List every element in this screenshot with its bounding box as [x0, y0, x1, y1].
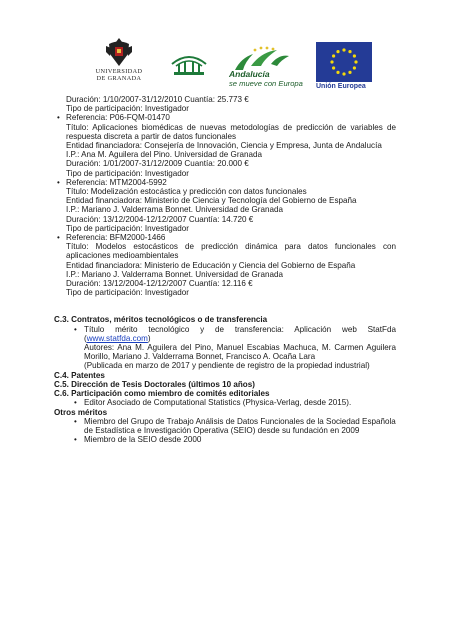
andalucia-leaf-icon: [231, 44, 293, 74]
section-otros-heading: Otros méritos: [54, 407, 108, 417]
project-ip: I.P.: Mariano J. Valderrama Bonnet. Universidad de Granada: [66, 269, 284, 279]
project-ref: • Referencia: MTM2004-5992: [54, 178, 396, 187]
project-ip: I.P.: Ana M. Aguilera del Pino. Universidad de Granada: [66, 150, 263, 160]
project-duracion: Duración: 13/12/2004-12/12/2007 Cuantía: 12.116 €: [66, 279, 253, 289]
ugr-logo: [94, 36, 144, 82]
project-duracion: Duración: 1/01/2007-31/12/2009 Cuantía: 20.000 €: [66, 159, 249, 169]
andalucia-europa-logo: [229, 44, 303, 88]
c3-nota: (Publicada en marzo de 2017 y pendiente de registro de la propiedad industrial): [84, 361, 370, 371]
section-c6-heading: C.6. Participación como miembro de comités editoriales: [54, 389, 270, 399]
project-ref: • Referencia: BFM2000-1466: [54, 233, 396, 242]
project-tipo: Tipo de participación: Investigador: [66, 288, 189, 298]
statfda-link[interactable]: www.statfda.com: [86, 333, 148, 343]
section-c5-heading: C.5. Dirección de Tesis Doctorales (últimos 10 años): [54, 379, 255, 389]
prev-duracion: Duración: 1/10/2007-31/12/2010 Cuantía: 25.773 €: [66, 95, 249, 104]
project-tipo: Tipo de participación: Investigador: [66, 223, 189, 233]
c3-item-title: Título mérito tecnológico y de transferencia: Aplicación web StatFda (: [84, 324, 396, 343]
project-titulo: Título: Modelos estocásticos de predicción dinámica para datos funcionales con aplicaciones medioambientales: [66, 242, 396, 261]
project-entidad: Entidad financiadora: Ministerio de Educación y Ciencia del Gobierno de España: [66, 260, 356, 270]
project-duracion: Duración: 13/12/2004-12/12/2007 Cuantía: 14.720 €: [66, 214, 254, 224]
project-ref: • Referencia: P06-FQM-01470: [54, 113, 396, 122]
section-c3-heading: C.3. Contratos, méritos tecnológicos o de transferencia: [54, 315, 268, 325]
junta-emblem-icon: [168, 50, 210, 78]
header-logos: [0, 36, 450, 96]
project-titulo: Título: Aplicaciones biomédicas de nuevas metodologías de predicción de variables de respuesta discreta a partir de datos funcionales: [66, 122, 396, 141]
project-entry: [54, 113, 396, 177]
project-ip: I.P.: Mariano J. Valderrama Bonnet. Universidad de Granada: [66, 205, 284, 215]
junta-andalucia-logo: [168, 50, 210, 83]
c6-item: • Editor Asociado de Computational Statistics (Physica-Verlag, desde 2015).: [54, 398, 396, 407]
project-entry: [54, 233, 396, 297]
project-entry: [54, 178, 396, 233]
project-entidad: Entidad financiadora: Ministerio de Ciencia y Tecnología del Gobierno de España: [66, 196, 357, 206]
section-c4-heading: C.4. Patentes: [54, 370, 105, 380]
andalucia-tagline: se mueve con Europa: [229, 79, 303, 88]
ugr-name-line2: DE GRANADA: [96, 75, 142, 82]
c3-autores: Autores: Ana M. Aguilera del Pino, Manuel Escabias Machuca, M. Carmen Aguilera Morillo, Mariano J. Valderrama Bonnet, Francisco A. Ocaña Lara: [84, 343, 396, 362]
otros-item: • Miembro de la SEIO desde 2000: [54, 435, 396, 444]
andalucia-text: Andalucía: [229, 69, 270, 79]
project-titulo: Título: Modelización estocástica y predicción con datos funcionales: [66, 187, 307, 197]
c3-item: [54, 325, 396, 343]
otros-item: • Miembro del Grupo de Trabajo Análisis de Datos Funcionales de la Sociedad Española de Estadística e Investigación Operativa (SEIO) desde su fundación en 2009: [54, 417, 396, 435]
ugr-crest-icon: [104, 36, 134, 68]
project-tipo: Tipo de participación: Investigador: [66, 168, 189, 178]
c3-item-close: ): [147, 333, 151, 343]
eu-caption: Unión Europea: [316, 83, 366, 90]
prev-tipo: Tipo de participación: Investigador: [66, 104, 189, 114]
document-body: [54, 95, 396, 444]
ugr-name-line1: UNIVERSIDAD: [95, 68, 143, 75]
eu-logo: [316, 42, 374, 90]
project-entidad: Entidad financiadora: Consejería de Innovación, Ciencia y Empresa, Junta de Andalucía: [66, 141, 382, 151]
eu-flag-icon: [316, 42, 372, 82]
